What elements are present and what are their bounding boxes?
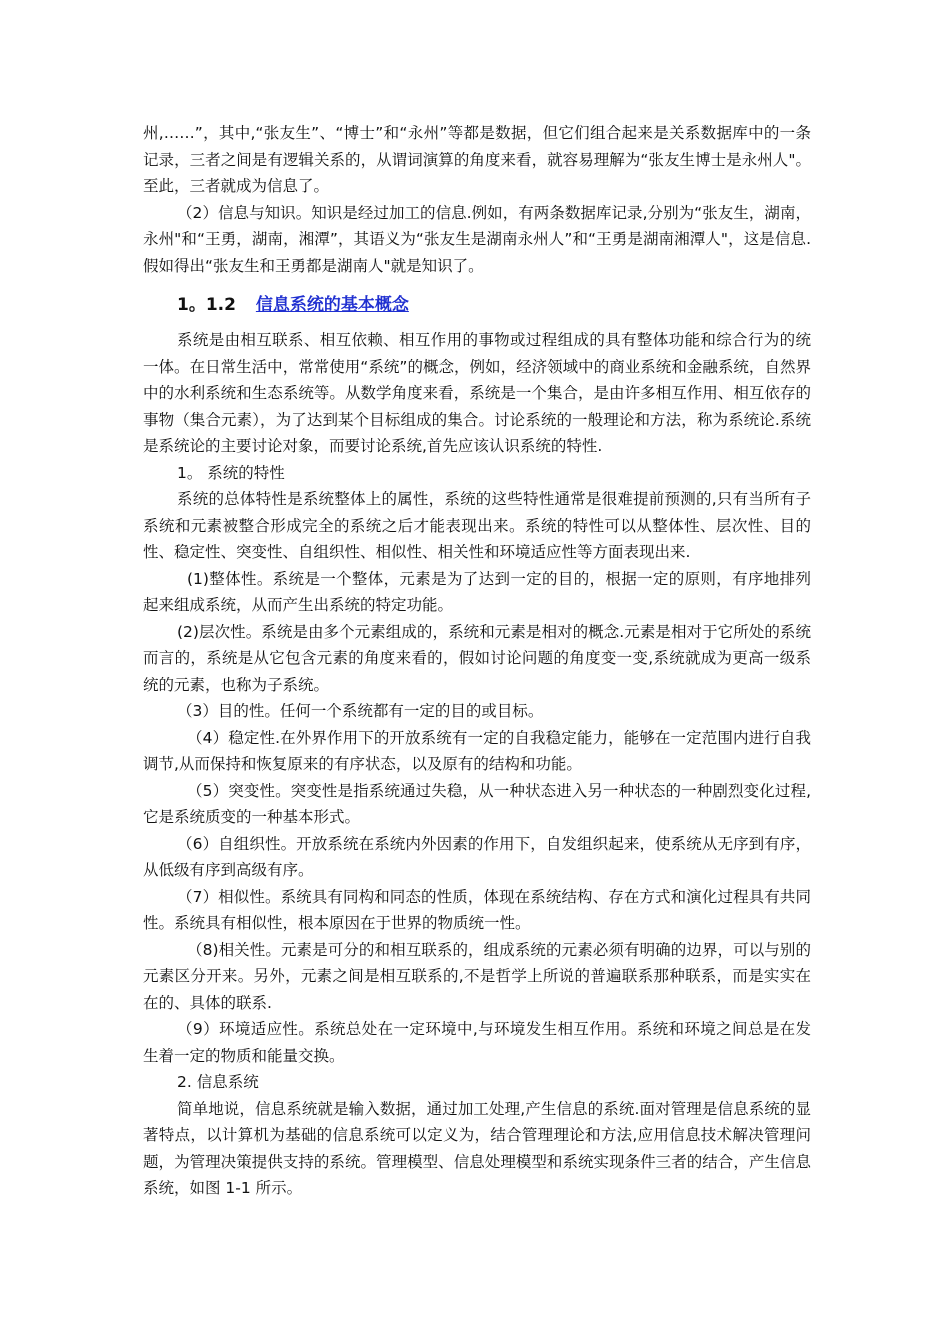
section-title-link[interactable]: 信息系统的基本概念: [255, 295, 409, 315]
paragraph-wholeness: (1)整体性。系统是一个整体，元素是为了达到一定的目的，根据一定的原则，有序地排列起来组成系统，从而产生出系统的特定功能。: [143, 569, 811, 614]
paragraph-info-knowledge: （2）信息与知识。知识是经过加工的信息.例如，有两条数据库记录,分别为“张友生，湖南，永州"和“王勇，湖南，湘潭”，其语义为“张友生是湖南永州人”和“王勇是湖南湘潭人"，这是信息.假如得出“张友生和王勇都是湖南人"就是知识了。: [143, 203, 811, 275]
paragraph-correlation: （8)相关性。元素是可分的和相互联系的，组成系统的元素必须有明确的边界，可以与别的元素区分开来。另外，元素之间是相互联系的,不是哲学上所说的普遍联系那种联系，而是实实在在的、具体的联系.: [143, 940, 811, 1012]
subheading-information-system: 2. 信息系统: [177, 1073, 259, 1091]
paragraph-overall-properties: 系统的总体特性是系统整体上的属性，系统的这些特性通常是很难提前预测的,只有当所有子系统和元素被整合形成完全的系统之后才能表现出来。系统的特性可以从整体性、层次性、目的性、稳定性、突变性、自组织性、相似性、相关性和环境适应性等方面表现出来.: [143, 490, 811, 561]
paragraph-system-definition: 系统是由相互联系、相互依赖、相互作用的事物或过程组成的具有整体功能和综合行为的统一体。在日常生活中，常常使用“系统”的概念，例如，经济领域中的商业系统和金融系统，自然界中的水利系统和生态系统等。从数学角度来看，系统是一个集合，是由许多相互作用、相互依存的事物（集合元素），为了达到某个目标组成的集合。讨论系统的一般理论和方法，称为系统论.系统是系统论的主要讨论对象，而要讨论系统,首先应该认识系统的特性.: [143, 331, 811, 455]
paragraph-stability: （4）稳定性.在外界作用下的开放系统有一定的自我稳定能力，能够在一定范围内进行自我调节,从而保持和恢复原来的有序状态，以及原有的结构和功能。: [143, 728, 811, 773]
subheading-system-properties: 1。 系统的特性: [177, 463, 285, 482]
section-number: 1。1.2: [177, 295, 236, 315]
paragraph-purpose: （3）目的性。任何一个系统都有一定的目的或目标。: [177, 702, 544, 720]
section-heading: [177, 291, 811, 319]
paragraph-mutation: （5）突变性。突变性是指系统通过失稳，从一种状态进入另一种状态的一种剧烈变化过程,它是系统质变的一种基本形式。: [143, 781, 811, 826]
paragraph-hierarchy: (2)层次性。系统是由多个元素组成的，系统和元素是相对的概念.元素是相对于它所处的系统而言的，系统是从它包含元素的角度来看的，假如讨论问题的角度变一变,系统就成为更高一级系统的元素，也称为子系统。: [143, 622, 811, 694]
document-body: [143, 120, 811, 1202]
paragraph-continuation: 州,……”，其中,“张友生”、“博士”和“永州”等都是数据，但它们组合起来是关系数据库中的一条记录，三者之间是有逻辑关系的，从谓词演算的角度来看，就容易理解为“张友生博士是永州人"。至此，三者就成为信息了。: [143, 124, 811, 195]
paragraph-information-system: 简单地说，信息系统就是输入数据，通过加工处理,产生信息的系统.面对管理是信息系统的显著特点，以计算机为基础的信息系统可以定义为，结合管理理论和方法,应用信息技术解决管理问题，为管理决策提供支持的系统。管理模型、信息处理模型和系统实现条件三者的结合，产生信息系统，如图 1-1 所示。: [143, 1099, 811, 1197]
paragraph-adaptability: （9）环境适应性。系统总处在一定环境中,与环境发生相互作用。系统和环境之间总是在发生着一定的物质和能量交换。: [143, 1020, 811, 1065]
paragraph-self-organization: （6）自组织性。开放系统在系统内外因素的作用下，自发组织起来，使系统从无序到有序，从低级有序到高级有序。: [143, 834, 811, 879]
paragraph-similarity: （7）相似性。系统具有同构和同态的性质，体现在系统结构、存在方式和演化过程具有共同性。系统具有相似性，根本原因在于世界的物质统一性。: [143, 887, 811, 932]
